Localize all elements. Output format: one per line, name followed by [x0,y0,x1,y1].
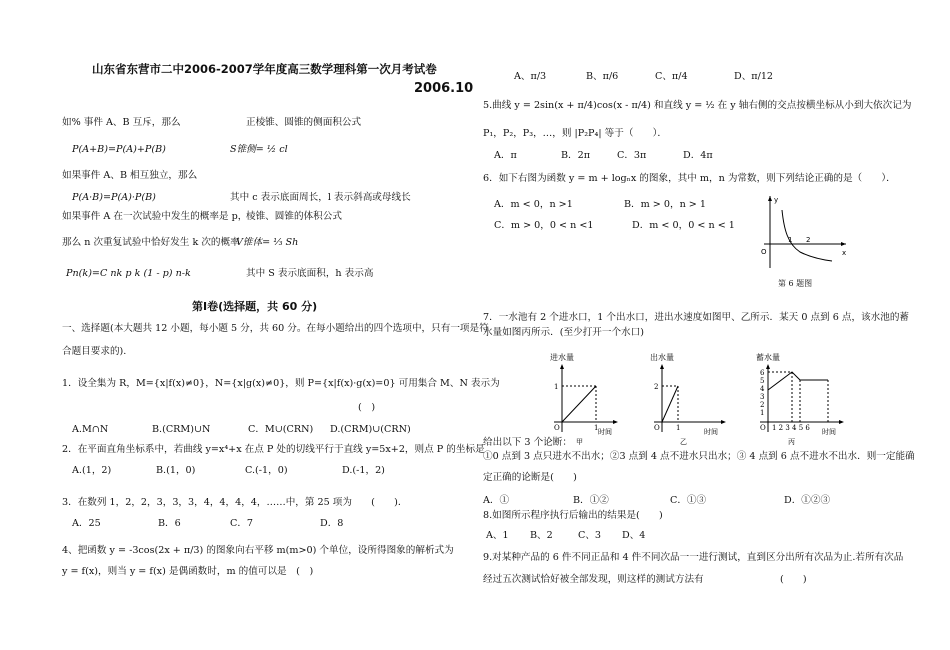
x-axis-label: 时间 [822,428,836,436]
option-d: D．m < 0，0 < n < 1 [632,220,735,231]
formula-text: P(A+B)=P(A)+P(B) [72,144,166,155]
question-7-statement: 定正确的论断是( ) [483,472,577,483]
formula-text: 其中 S 表示底面积，h 表示高 [246,268,374,279]
option-a: A、π/3 [514,71,547,82]
question-7: 水量如图丙所示．(至少打开一个水口) [483,327,644,338]
formula-text: 如果事件 A 在一次试验中发生的概率是 p， [62,211,248,222]
answer-paren: ( ) [358,402,376,413]
formula-text: 正棱锥、圆锥的侧面积公式 [246,117,362,128]
graph-caption: 乙 [680,438,687,446]
option-d: D．①②③ [784,495,831,506]
formula-text: 棱锥、圆锥的体积公式 [246,211,342,222]
option-c: C、3 [578,530,602,541]
formula-text: S锥侧= ½ cl [230,144,288,155]
exam-title: 山东省东营市二中2006-2007学年度高三数学理科第一次月考试卷 [92,62,437,76]
origin-label: O [760,424,766,432]
section-instructions: 一、选择题(本大题共 12 小题，每小题 5 分，共 60 分。在每小题给出的四个选项中，只有一项是符 [62,323,489,334]
option-a: A．m < 0，n >1 [494,199,573,210]
x-axis-label: 时间 [598,428,612,436]
tick-label: 1 [788,236,793,244]
question-7-statement: 给出以下 3 个论断： [483,437,572,448]
x-axis-label: 时间 [704,428,718,436]
option-d: D.(-1，2) [342,465,385,476]
figure-caption: 第 6 题图 [778,279,813,288]
graph-caption: 丙 [788,438,795,446]
option-a: A．π [494,150,517,161]
y-tick: 2 [654,383,659,391]
option-b: B．6 [158,518,181,529]
question-1: 1．设全集为 R，M={x|f(x)≠0}，N={x|g(x)≠0}，则 P={x|f(x)·g(x)=0} 可用集合 M、N 表示为 [62,378,500,389]
option-d: D、π/12 [734,71,774,82]
option-c: C、π/4 [655,71,688,82]
inflow-graph [538,350,618,446]
option-c: C．①③ [670,495,707,506]
x-axis-label: x [842,249,847,257]
y-tick: 5 [760,377,765,385]
section-instructions: 合题目要求的). [62,346,127,357]
question-9: 9.对某种产品的 6 件不同正品和 4 件不同次品一一进行测试，直到区分出所有次品为止.若所有次品 [483,552,904,563]
x-tick: 1 [676,424,681,432]
option-d: D．4π [683,150,713,161]
formula-text: 如果事件 A、B 相互独立，那么 [62,170,198,181]
question-5: P₁，P₂，P₃，…，则 |P₂P₄| 等于（ ）． [483,128,667,139]
y-tick: 1 [554,383,559,391]
option-c: C．7 [230,518,254,529]
y-tick: 3 [760,393,765,401]
question-3: 3．在数列 1，2，2，3，3，3，4，4，4，4，……中，第 25 项为 ( )． [62,497,408,508]
question-9: 经过五次测试恰好被全部发现，则这样的测试方法有 [483,574,704,585]
section-heading: 第Ⅰ卷(选择题，共 60 分) [192,300,318,313]
option-a: A．① [483,495,510,506]
question-7: 7．一水池有 2 个进水口，1 个出水口，进出水速度如图甲、乙所示．某天 0 点到 6 点，该水池的蓄 [483,312,910,323]
question-8: 8.如图所示程序执行后输出的结果是( ) [483,510,663,521]
storage-graph [752,350,850,446]
y-tick: 4 [760,385,765,393]
option-a: A.(1，2) [72,465,112,476]
question-7-statement: ①0 点到 3 点只进水不出水；②3 点到 4 点不进水只出水；③ 4 点到 6 点不进水不出水．则一定能确 [483,451,915,462]
log-function-figure [758,192,850,270]
origin-label: O [761,248,767,256]
option-d: D.(CRM)∪(CRN) [330,424,411,435]
option-b: B.(1，0) [156,465,196,476]
option-c: C．3π [617,150,647,161]
formula-text: P(A·B)=P(A)·P(B) [72,192,156,203]
x-tick: 1 [594,424,599,432]
option-d: D．8 [320,518,344,529]
formula-text: 其中 c 表示底面周长，l 表示斜高或母线长 [230,192,411,203]
option-c: C．M∪(CRN) [248,424,314,435]
formula-text: 那么 n 次重复试验中恰好发生 k 次的概率 [62,237,240,248]
option-c: C．m > 0，0 < n <1 [494,220,594,231]
option-c: C.(-1，0) [245,465,288,476]
option-a: A.M∩N [72,424,109,435]
formula-text: Pn(k)=C nk p k (1 - p) n-k [66,268,191,279]
option-b: B．①② [573,495,609,506]
formula-text: 如% 事件 A、B 互斥，那么 [62,117,181,128]
graph-title: 蓄水量 [756,353,780,362]
tick-label: 2 [806,236,811,244]
option-a: A、1 [486,530,509,541]
question-4: y = f(x)，则当 y = f(x) 是偶函数时，m 的值可以是 ( ) [62,566,314,577]
formula-text: V锥体= ⅓ Sh [236,237,299,248]
question-4: 4、把函数 y = -3cos(2x + π/3) 的图象向右平移 m(m>0) 个单位，设所得图象的解析式为 [62,545,454,556]
y-tick: 1 [760,409,765,417]
option-b: B、2 [530,530,553,541]
y-tick: 6 [760,369,765,377]
exam-date: 2006.10 [414,81,474,96]
option-a: A．25 [72,518,101,529]
option-b: B．m > 0，n > 1 [624,199,706,210]
option-d: D、4 [622,530,646,541]
option-b: B．2π [561,150,591,161]
graph-title: 进水量 [550,353,574,362]
graph-title: 出水量 [650,353,674,362]
origin-label: O [654,424,660,432]
y-axis-label: y [774,196,779,204]
x-ticks: 1 2 3 4 5 6 [772,424,810,432]
option-b: B.(CRM)∪N [152,424,211,435]
y-tick: 2 [760,401,765,409]
answer-paren: ( ) [780,574,807,585]
question-6: 6．如下右图为函数 y = m + logₙx 的图象，其中 m，n 为常数，则下列结论正确的是（ ）． [483,173,896,184]
option-b: B、π/6 [586,71,619,82]
outflow-graph [646,350,726,446]
origin-label: O [554,424,560,432]
graph-caption: 甲 [576,438,583,446]
question-5: 5.曲线 y = 2sin(x + π/4)cos(x - π/4) 和直线 y = ½ 在 y 轴右侧的交点按横坐标从小到大依次记为 [483,100,912,111]
question-2: 2．在平面直角坐标系中，若曲线 y=x⁴+x 在点 P 处的切线平行于直线 y=5x+2，则点 P 的坐标是 [62,444,485,455]
